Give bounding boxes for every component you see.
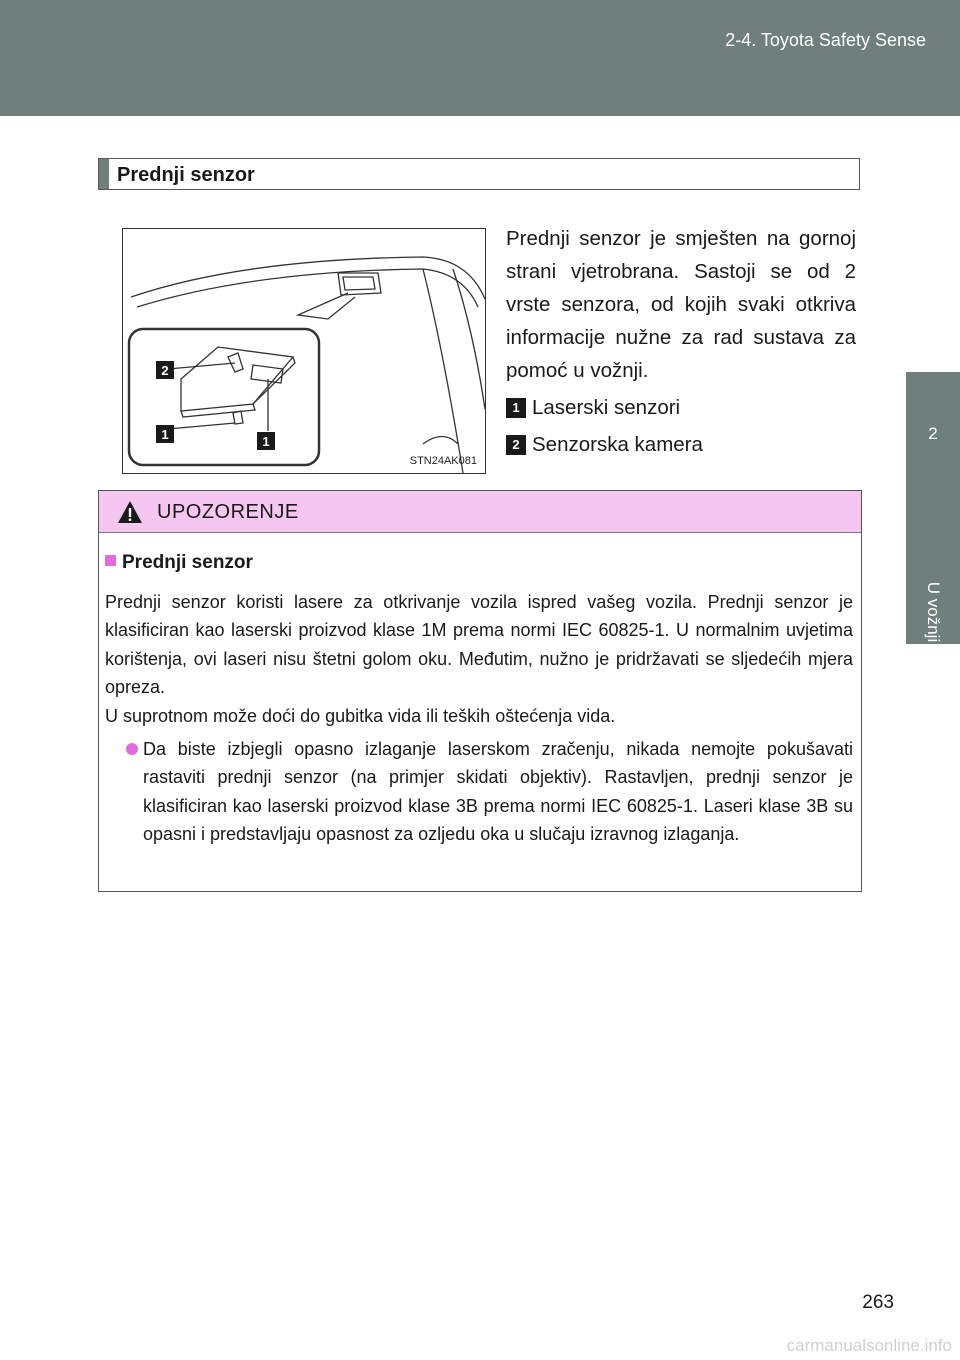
section-label: 2-4. Toyota Safety Sense bbox=[725, 30, 926, 50]
warning-header bbox=[99, 491, 861, 533]
legend-badge: 2 bbox=[506, 435, 526, 455]
figure-code: STN24AK081 bbox=[409, 455, 477, 467]
chapter-label: U vožnji bbox=[924, 581, 943, 643]
callout-1b-label: 1 bbox=[262, 434, 270, 449]
warning-body bbox=[105, 549, 853, 849]
warning-paragraph: Prednji senzor koristi lasere za otkrivanje vozila ispred vašeg vozila. Prednji senzor je klasificiran kao laserski proizvod klase 1M prema normi IEC 60825-1. U normalnim uvjetima korištenja, ovi laseri nisu štetni golom oku. Međutim, nužno je pridržavati se sljedećih mjera opreza. bbox=[105, 591, 853, 698]
page-number: 263 bbox=[862, 1292, 894, 1313]
circle-bullet-icon bbox=[126, 743, 138, 755]
warning-title: UPOZORENJE bbox=[157, 501, 299, 523]
square-bullet-icon bbox=[105, 555, 116, 566]
warning-bullet bbox=[105, 735, 853, 849]
warning-paragraph-2: U suprotnom može doći do gubitka vida ili teških oštećenja vida. bbox=[105, 705, 616, 726]
legend-item-laser bbox=[506, 396, 680, 420]
section-heading bbox=[98, 158, 860, 190]
callout-1a-label: 1 bbox=[161, 427, 169, 442]
legend-item-camera bbox=[506, 433, 703, 457]
warning-triangle-icon bbox=[117, 500, 143, 524]
windshield-sensor-drawing bbox=[123, 229, 485, 473]
warning-subheading bbox=[105, 549, 853, 578]
warning-box bbox=[98, 490, 862, 892]
legend-label: Senzorska kamera bbox=[532, 433, 703, 456]
front-sensor-illustration bbox=[122, 228, 486, 474]
heading-accent-bar bbox=[99, 159, 109, 189]
section-heading-title: Prednji senzor bbox=[117, 164, 255, 186]
chapter-side-tab[interactable] bbox=[906, 372, 960, 644]
callout-2-label: 2 bbox=[161, 363, 169, 378]
intro-paragraph: Prednji senzor je smješten na gornoj strani vjetrobrana. Sastoji se od 2 vrste senzora, od kojih svaki otkriva informacije nužne za rad sustava za pomoć u vožnji. bbox=[506, 227, 856, 382]
chapter-number: 2 bbox=[928, 424, 938, 443]
warning-subheading-text: Prednji senzor bbox=[122, 552, 253, 573]
watermark: carmanualsonline.info bbox=[786, 1336, 952, 1355]
legend-badge: 1 bbox=[506, 398, 526, 418]
legend-label: Laserski senzori bbox=[532, 396, 681, 419]
top-header-bar bbox=[0, 0, 960, 116]
figure-callouts bbox=[156, 361, 275, 450]
warning-bullet-text: Da biste izbjegli opasno izlaganje laserskom zračenju, nikada nemojte pokušavati rastaviti prednji senzor (na primjer skidati objektiv). Rastavljen, prednji senzor je klasificiran kao laserski proizvod klase 3B prema normi IEC 60825-1. Laseri klase 3B su opasni i predstavljaju opasnost za ozljedu oka u slučaju izravnog izlaganja. bbox=[143, 738, 853, 845]
